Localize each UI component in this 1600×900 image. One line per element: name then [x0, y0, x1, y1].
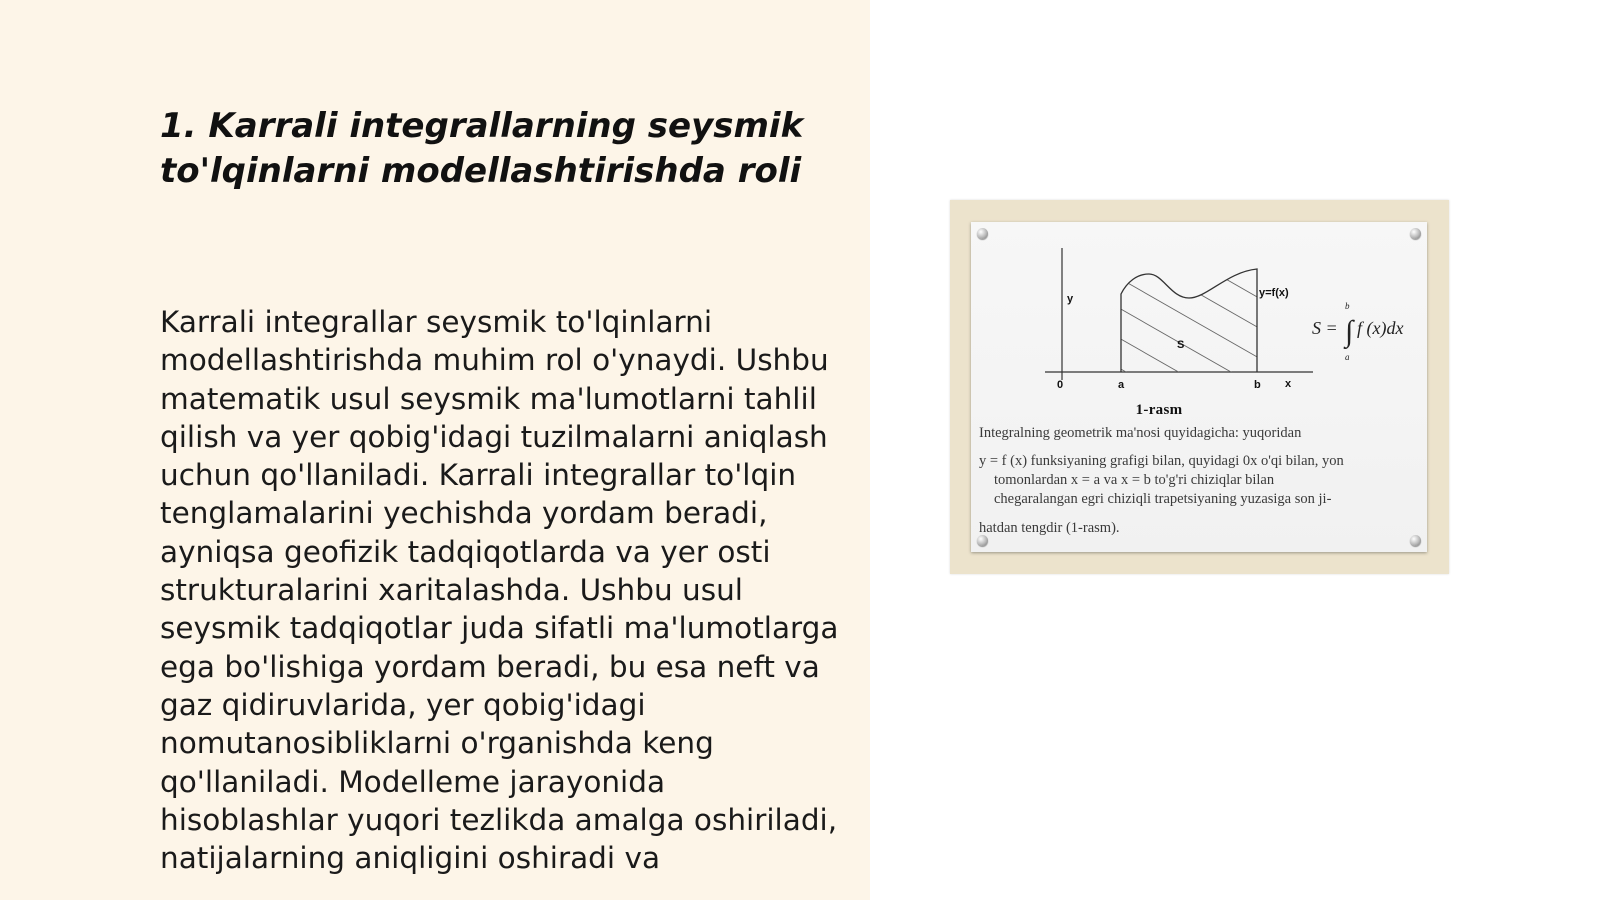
x-axis-label: x	[1285, 378, 1292, 390]
figure-text-line: chegaralangan egri chiziqli trapetsiyaning yuzasiga son ji-	[994, 491, 1332, 507]
integral-graph	[971, 222, 1427, 402]
formula-integrand: f (x)dx	[1357, 318, 1404, 338]
b-label: b	[1254, 379, 1261, 391]
area-label: S	[1177, 339, 1185, 351]
integral-sign-icon: ∫	[1345, 315, 1354, 348]
curve-label: y=f(x)	[1259, 287, 1289, 299]
slide-body-text: Karrali integrallar seysmik to'lqinlarni modellashtirishda muhim rol o'ynaydi. Ushbu matematik usul seysmik ma'lumotlarni tahlil qilish va yer qobig'idagi tuzilmalarni aniqlash uchun qo'llaniladi. Karrali integrallar to'lqin tenglamalarini yechishda yordam beradi, ayniqsa geofizik tadqiqotlarda va yer osti strukturalarini xaritalashda. Ushbu usul seysmik tadqiqotlar juda sifatli ma'lumotlarga ega bo'lishiga yordam beradi, bu esa neft va gaz qidiruvlarida, yer qobig'idagi nomutanosibliklarni o'rganishda keng qo'llaniladi. Modelleme jarayonida hisoblashlar yuqori tezlikda amalga oshiriladi, natijalarning aniqligini oshiradi va	[160, 305, 839, 876]
y-axis-label: y	[1067, 293, 1074, 305]
formula-upper-limit: b	[1345, 301, 1350, 311]
figure-text-line: y = f (x) funksiyaning grafigi bilan, quyidagi 0x o'qi bilan, yon	[979, 453, 1344, 469]
figure-frame	[950, 200, 1449, 574]
figure-text-line: Integralning geometrik ma'nosi quyidagicha: yuqoridan	[979, 425, 1302, 441]
pin-icon	[1410, 535, 1421, 546]
title-line-2: to'lqinlarni modellashtirishda roli	[160, 151, 802, 191]
figure-text-line: hatdan tengdir (1-rasm).	[979, 520, 1120, 536]
figure-caption: 1-rasm	[1135, 402, 1183, 418]
formula-lower-limit: a	[1345, 352, 1350, 362]
formula-lhs: S =	[1312, 318, 1338, 338]
a-label: a	[1118, 379, 1125, 391]
slide-title	[160, 104, 840, 194]
area-hatching	[1091, 222, 1301, 402]
figure-card	[971, 222, 1427, 552]
title-line-1: 1. Karrali integrallarning seysmik	[160, 106, 804, 146]
origin-label: 0	[1057, 379, 1064, 391]
figure-text-line: tomonlardan x = a va x = b to'g'ri chiziqlar bilan	[994, 472, 1275, 488]
